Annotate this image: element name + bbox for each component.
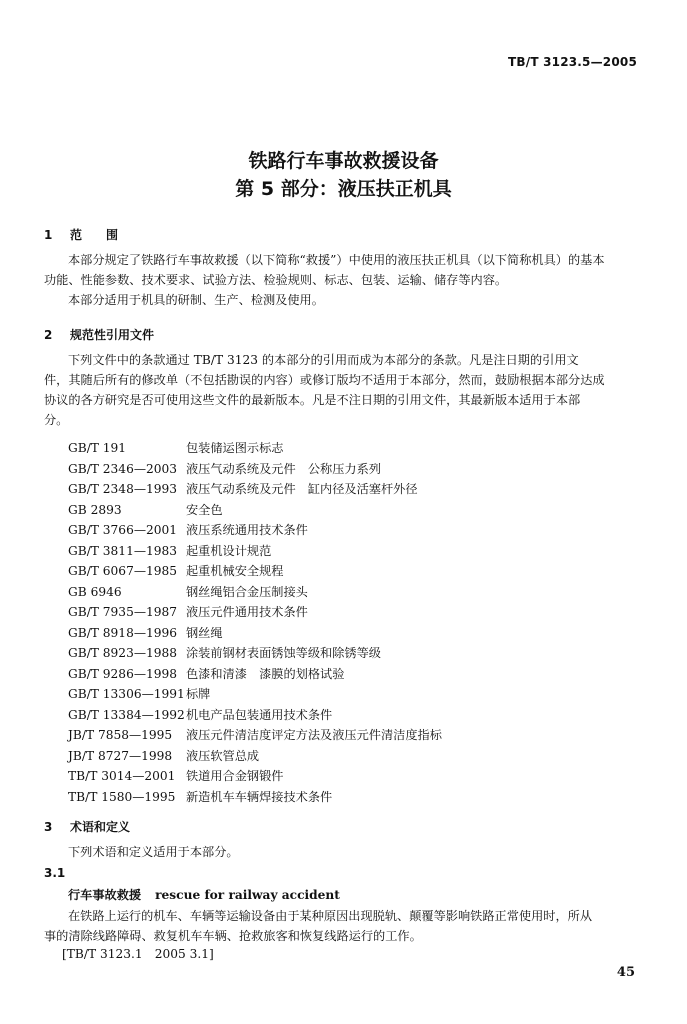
- reference-title: 起重机械安全规程: [186, 564, 284, 578]
- reference-code: GB/T 6067—1985: [68, 564, 178, 578]
- section-title: 术语和定义: [70, 820, 131, 834]
- paragraph-line: 事的清除线路障碍、救复机车车辆、抢救旅客和恢复线路运行的工作。: [44, 929, 422, 943]
- section-1-heading: [44, 226, 118, 243]
- reference-item: [68, 479, 442, 500]
- paragraph-line: 功能、性能参数、技术要求、试验方法、检验规则、标志、包装、运输、储存等内容。: [44, 273, 508, 287]
- reference-code: GB/T 3811—1983: [68, 543, 178, 558]
- reference-title: 安全色: [186, 502, 223, 517]
- reference-title: 涂装前钢材表面锈蚀等级和除锈等级: [186, 646, 381, 660]
- term-chinese: 行车事故救援: [68, 888, 142, 902]
- reference-item: [68, 684, 442, 705]
- reference-code: GB/T 9286—1998: [68, 666, 178, 681]
- page-number: 45: [616, 965, 635, 980]
- reference-item: [68, 746, 442, 767]
- reference-item: [68, 459, 442, 480]
- normative-references-list: [68, 438, 442, 807]
- document-title-line2: 第 5 部分：液压扶正机具: [235, 178, 452, 200]
- paragraph-line: 在铁路上运行的机车、车辆等运输设备由于某种原因出现脱轨、颠覆等影响铁路正常使用时，所从: [68, 909, 593, 923]
- reference-title: 色漆和清漆 漆膜的划格试验: [186, 666, 345, 681]
- reference-item: [68, 766, 442, 787]
- reference-title: 液压气动系统及元件 公称压力系列: [186, 461, 381, 476]
- reference-title: 液压软管总成: [186, 748, 260, 763]
- reference-item: [68, 438, 442, 459]
- reference-title: 起重机设计规范: [186, 543, 272, 558]
- paragraph-line: 本部分适用于机具的研制、生产、检测及使用。: [68, 293, 324, 307]
- paragraph-line: 下列文件中的条款通过 TB/T 3123 的本部分的引用而成为本部分的条款。凡是注日期的引用文: [68, 353, 579, 367]
- section-number: 3: [44, 820, 53, 834]
- section-1-body: [44, 250, 648, 310]
- reference-code: GB/T 7935—1987: [68, 605, 178, 619]
- reference-item: [68, 541, 442, 562]
- reference-code: JB/T 8727—1998: [68, 748, 173, 763]
- reference-code: GB/T 8918—1996: [68, 625, 178, 640]
- term-entry: [68, 886, 340, 903]
- term-citation: [TB/T 3123.1 2005 3.1]: [62, 947, 214, 961]
- reference-title: 铁道用合金钢锻件: [186, 769, 284, 783]
- reference-code: GB 6946: [68, 584, 122, 599]
- section-2-body: [44, 350, 648, 430]
- reference-item: [68, 602, 442, 623]
- reference-item: [68, 787, 442, 808]
- reference-item: [68, 705, 442, 726]
- reference-title: 液压元件通用技术条件: [186, 605, 308, 619]
- reference-code: GB/T 13306—1991: [68, 687, 185, 701]
- section-number: 1: [44, 228, 53, 242]
- reference-item: [68, 643, 442, 664]
- reference-title: 液压系统通用技术条件: [186, 523, 308, 537]
- section-number: 2: [44, 328, 53, 342]
- standard-number: TB/T 3123.5—2005: [508, 55, 637, 69]
- paragraph-line: 分。: [44, 413, 69, 427]
- reference-code: GB/T 191: [68, 441, 127, 455]
- reference-title: 液压气动系统及元件 缸内径及活塞杆外径: [186, 482, 418, 496]
- section-3-heading: [44, 818, 130, 835]
- reference-title: 钢丝绳铝合金压制接头: [186, 584, 308, 599]
- paragraph-line: 本部分规定了铁路行车事故救援（以下简称“救援”）中使用的液压扶正机具（以下简称机具）的基本: [68, 253, 605, 267]
- reference-title: 标牌: [186, 687, 211, 701]
- section-title: 范 围: [70, 228, 119, 242]
- paragraph-line: 下列术语和定义适用于本部分。: [68, 845, 239, 859]
- section-3-intro: [44, 842, 648, 862]
- reference-item: [68, 500, 442, 521]
- reference-code: TB/T 1580—1995: [68, 789, 176, 804]
- reference-code: GB/T 13384—1992: [68, 707, 185, 722]
- reference-item: [68, 725, 442, 746]
- document-title-line1: 铁路行车事故救援设备: [248, 150, 439, 172]
- reference-title: 钢丝绳: [186, 625, 223, 640]
- reference-title: 新造机车车辆焊接技术条件: [186, 789, 333, 804]
- reference-item: [68, 582, 442, 603]
- reference-code: GB 2893: [68, 502, 122, 517]
- paragraph-line: 件，其随后所有的修改单（不包括勘误的内容）或修订版均不适用于本部分，然而，鼓励根据本部分达成: [44, 373, 605, 387]
- reference-code: GB/T 2348—1993: [68, 482, 178, 496]
- reference-code: GB/T 8923—1988: [68, 646, 178, 660]
- term-definition: [44, 906, 648, 946]
- reference-item: [68, 623, 442, 644]
- reference-title: 液压元件清洁度评定方法及液压元件清洁度指标: [186, 728, 442, 742]
- reference-title: 机电产品包装通用技术条件: [186, 707, 333, 722]
- reference-code: JB/T 7858—1995: [68, 728, 173, 742]
- paragraph-line: 协议的各方研究是否可使用这些文件的最新版本。凡是不注日期的引用文件，其最新版本适用于本部: [44, 393, 581, 407]
- reference-item: [68, 520, 442, 541]
- term-english: rescue for railway accident: [155, 888, 340, 902]
- reference-item: [68, 561, 442, 582]
- reference-title: 包装储运图示标志: [186, 441, 284, 455]
- section-title: 规范性引用文件: [70, 328, 155, 342]
- reference-item: [68, 664, 442, 685]
- reference-code: GB/T 2346—2003: [68, 461, 178, 476]
- subsection-number: 3.1: [44, 866, 66, 880]
- reference-code: GB/T 3766—2001: [68, 523, 178, 537]
- section-2-heading: [44, 326, 154, 343]
- reference-code: TB/T 3014—2001: [68, 769, 176, 783]
